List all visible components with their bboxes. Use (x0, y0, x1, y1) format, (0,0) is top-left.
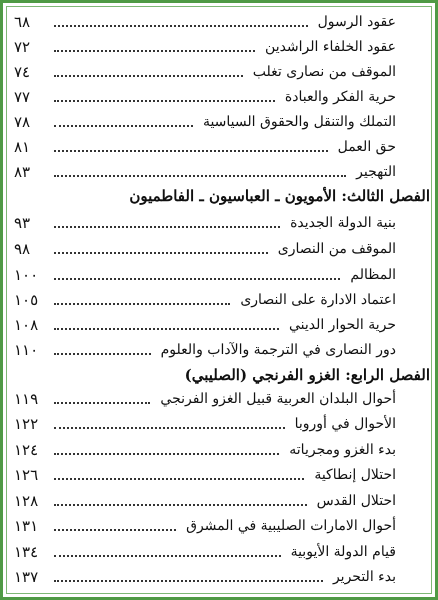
dot-leader (54, 252, 268, 254)
toc-entry-title: التملك والتنقل والحقوق السياسية (202, 114, 396, 130)
toc-entry-page: ١٠٨ (14, 316, 39, 334)
toc-entry-page: ٩٣ (14, 214, 31, 232)
toc-entry (14, 33, 424, 57)
toc-entry-title: قيام الدولة الأيوبية (290, 544, 396, 560)
dot-leader (54, 75, 243, 77)
dot-leader (54, 278, 340, 280)
toc-entry-title: الموقف من نصارى تغلب (252, 64, 396, 80)
toc-entry-title: أحوال الامارات الصليبية في المشرق (186, 518, 396, 534)
toc-entry-page: ١٣٧ (14, 568, 39, 586)
toc-entry-page: ١٢٦ (14, 466, 39, 484)
toc-entry (14, 436, 424, 460)
toc-entry (14, 261, 424, 285)
dot-leader (54, 353, 151, 355)
toc-entry (14, 209, 424, 233)
toc-entry-title: عقود الخلفاء الراشدين (265, 39, 396, 55)
toc-entry-title: بنية الدولة الجديدة (290, 215, 396, 231)
toc-entry-title: حق العمل (337, 139, 396, 155)
toc-entry (14, 235, 424, 259)
toc-entry-title: حرية الفكر والعبادة (284, 89, 396, 105)
toc-entry-page: ١١٠ (14, 341, 39, 359)
chapter-heading (18, 182, 430, 206)
toc-entry-page: ١١٩ (14, 390, 39, 408)
toc-entry (14, 108, 424, 132)
toc-entry-title: بدء الغزو ومجرياته (289, 442, 396, 458)
toc-entry (14, 286, 424, 310)
chapter-heading (18, 361, 430, 385)
toc-entry-page: ١٣١ (14, 517, 39, 535)
toc-entry-page: ١٢٢ (14, 415, 39, 433)
dot-leader (54, 453, 279, 455)
toc-entry-page: ٧٢ (14, 38, 31, 56)
toc-entry (14, 512, 424, 536)
dot-leader (54, 328, 279, 330)
toc-entry-page: ١٣٤ (14, 543, 39, 561)
dot-leader (54, 478, 304, 480)
toc-entry-page: ٨٣ (14, 163, 31, 181)
dot-leader (54, 50, 255, 52)
toc-entry (14, 311, 424, 335)
toc-entry-title: حرية الحوار الديني (288, 317, 396, 333)
dot-leader (54, 555, 281, 557)
toc-entry-title: الموقف من النصارى (277, 241, 396, 257)
toc-entry-title: عقود الرسول (317, 14, 396, 30)
toc-entry-title: أحوال البلدان العربية قبيل الغزو الفرنجي (160, 391, 396, 407)
dot-leader (54, 402, 150, 404)
toc-entry (14, 461, 424, 485)
toc-entry-page: ٦٨ (14, 13, 31, 31)
toc-entry-title: احتلال القدس (316, 493, 396, 509)
toc-entry-title: التهجير (356, 164, 396, 180)
toc-entry-page: ١٢٨ (14, 492, 39, 510)
dot-leader (54, 303, 230, 305)
toc-entry-page: ٧٤ (14, 63, 31, 81)
toc-entry-title: احتلال إنطاكية (314, 467, 396, 483)
chapter-title: الفصل الرابع: الغزو الفرنجي (الصليبي) (184, 366, 430, 384)
toc-entry-title: المظالم (350, 267, 396, 283)
toc-entry-page: ٧٧ (14, 88, 31, 106)
dot-leader (54, 150, 328, 152)
dot-leader (54, 427, 285, 429)
toc-entry (14, 133, 424, 157)
toc-entry-title: بدء التحرير (332, 569, 396, 585)
toc-entry-page: ٨١ (14, 138, 31, 156)
toc-entry-page: ١٠٠ (14, 266, 39, 284)
toc-entry-page: ٩٨ (14, 240, 31, 258)
toc-entry-page: ١٢٤ (14, 441, 39, 459)
chapter-title: الفصل الثالث: الأمويون ـ العباسيون ـ الفاطميون (129, 187, 430, 205)
toc-entry (14, 336, 424, 360)
toc-entry-title: اعتماد الادارة على النصارى (240, 292, 396, 308)
toc-entry (14, 8, 424, 32)
toc-entry (14, 83, 424, 107)
toc-entry-title: الأحوال في أوروبا (294, 416, 396, 432)
toc-entry-page: ٧٨ (14, 113, 31, 131)
dot-leader (54, 125, 193, 127)
toc-entry (14, 158, 424, 182)
toc-entry (14, 58, 424, 82)
dot-leader (54, 226, 280, 228)
toc-entry-title: دور النصارى في الترجمة والآداب والعلوم (160, 342, 396, 358)
dot-leader (54, 580, 323, 582)
toc-entry-page: ١٠٥ (14, 291, 39, 309)
dot-leader (54, 175, 346, 177)
toc-entry (14, 538, 424, 562)
dot-leader (54, 100, 275, 102)
toc-entry (14, 385, 424, 409)
toc-entry (14, 563, 424, 587)
toc-entry (14, 410, 424, 434)
dot-leader (54, 529, 176, 531)
dot-leader (54, 25, 308, 27)
toc-entry (14, 487, 424, 511)
dot-leader (54, 504, 307, 506)
